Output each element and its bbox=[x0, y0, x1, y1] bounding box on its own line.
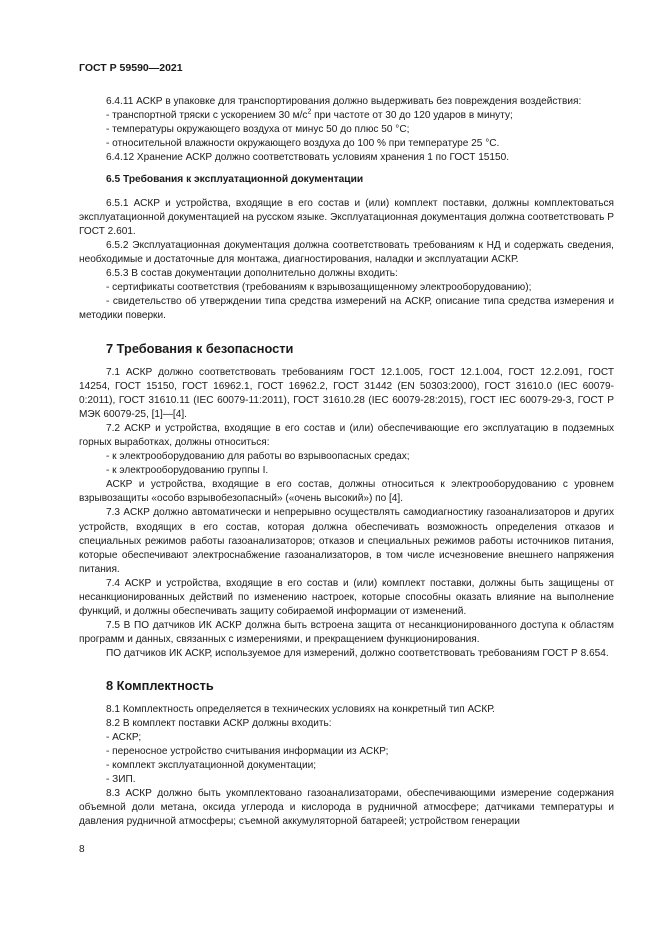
section-8-title: 8 Комплектность bbox=[106, 678, 214, 694]
clause-7-3: 7.3 АСКР должно автоматически и непрерывно осуществлять самодиагностику газоанализаторов и других устройств, входящих в его состав, которая должна обеспечивать возможность определения отказов и специальных режимов работы газоанализаторов; отказов и специальных режимов работы источников питания, которые обеспечивают электроснабжение газоанализаторов, в том числе исчезновение внешнего напряжения питания. bbox=[79, 507, 614, 575]
page-number: 8 bbox=[79, 844, 85, 855]
clause-6-4-12: 6.4.12 Хранение АСКР должно соответствовать условиям хранения 1 по ГОСТ 15150. bbox=[106, 152, 510, 164]
clause-7-1: 7.1 АСКР должно соответствовать требованиям ГОСТ 12.1.005, ГОСТ 12.1.004, ГОСТ 12.2.091, ГОСТ 14254, ГОСТ 15150, ГОСТ 16962.1, ГОСТ 16962.2, ГОСТ 31442 (EN 50303:2000), ГОСТ 31610.0 (IEC 60079-0:2011), ГОСТ 31610.11 (IEC 60079-11:2011), ГОСТ 31610.28 (IEC 60079-28:2015), ГОСТ IEC 60079-29-3, ГОСТ Р МЭК 60079-25, [1]—[4]. bbox=[79, 366, 614, 420]
standard-code-header: ГОСТ Р 59590—2021 bbox=[79, 62, 183, 74]
clause-8-1: 8.1 Комплектность определяется в технических условиях на конкретный тип АСКР. bbox=[106, 703, 495, 715]
clause-7-5: 7.5 В ПО датчиков ИК АСКР должна быть встроена защита от несанкционированного доступа к областям программ и данных, связанных с измерениями, и прекращением функционирования. bbox=[79, 620, 614, 646]
vibration-text: - транспортной тряски с ускорением 30 м/с bbox=[106, 110, 308, 122]
clause-6-4-11-item-humidity: - относительной влажности окружающего воздуха до 100 % при температуре 25 °С. bbox=[106, 138, 500, 150]
clause-6-5-3-item-certificates: - сертификаты соответствия (требованиям к взрывозащищенному электрооборудованию); bbox=[106, 282, 532, 294]
section-6-5-title: 6.5 Требования к эксплуатационной документации bbox=[106, 174, 364, 186]
document-body bbox=[79, 95, 614, 829]
superscript-2: 2 bbox=[307, 108, 312, 116]
clause-6-5-1: 6.5.1 АСКР и устройства, входящие в его состав и (или) комплект поставки, должны комплектоваться эксплуатационной документацией на русском языке. Эксплуатационная документация должна соответствовать Р ГОСТ 2.601. bbox=[79, 197, 614, 237]
vibration-text-end: при частоте от 30 до 120 ударов в минуту; bbox=[311, 110, 513, 122]
clause-6-5-3-item-type-approval: - свидетельство об утверждении типа средства измерений на АСКР, описание типа средства измерения и методики поверки. bbox=[79, 296, 614, 322]
clause-8-3: 8.3 АСКР должно быть укомплектовано газоанализаторами, обеспечивающими измерение содержания объемной доли метана, оксида углерода и кислорода в рудничной атмосфере; датчиками температуры и давления рудничной атмосферы; съемной аккумуляторной батареей; устройством генерации bbox=[79, 788, 614, 828]
clause-8-2-item-askr: - АСКР; bbox=[106, 731, 142, 743]
clause-7-2-item-group: - к электрооборудованию группы I. bbox=[106, 465, 269, 477]
clause-8-2-item-reader: - переносное устройство считывания информации из АСКР; bbox=[106, 745, 389, 757]
clause-6-4-11-item-vibration bbox=[79, 109, 614, 123]
section-7-title: 7 Требования к безопасности bbox=[106, 341, 294, 357]
clause-7-5-software: ПО датчиков ИК АСКР, используемое для измерений, должно соответствовать требованиям ГОСТ Р 8.654. bbox=[106, 648, 609, 660]
clause-6-5-2: 6.5.2 Эксплуатационная документация должна соответствовать требованиям к НД и содержать сведения, необходимые и достаточные для монтажа, диагностирования, наладки и эксплуатации АСКР. bbox=[79, 239, 614, 265]
clause-7-2-protection-level: АСКР и устройства, входящие в его состав, должны относиться к электрооборудованию с уровнем взрывозащиты «особо взрывобезопасный» («очень высокий») по [4]. bbox=[79, 479, 614, 505]
clause-8-2: 8.2 В комплект поставки АСКР должны входить: bbox=[106, 717, 332, 729]
clause-6-4-11-item-temperature: - температуры окружающего воздуха от минус 50 до плюс 50 °С; bbox=[106, 124, 410, 136]
clause-6-5-3: 6.5.3 В состав документации дополнительно должны входить: bbox=[106, 268, 398, 280]
clause-8-2-item-documentation: - комплект эксплуатационной документации; bbox=[106, 759, 317, 771]
clause-8-2-item-spares: - ЗИП. bbox=[106, 774, 136, 786]
clause-7-4: 7.4 АСКР и устройства, входящие в его состав и (или) комплект поставки, должны быть защищены от несанкционированных действий по изменению настроек, которые способны оказать влияние на выполнение функций, и должны обеспечивать защиту собираемой информации от изменений. bbox=[79, 577, 614, 618]
clause-6-4-11-intro: 6.4.11 АСКР в упаковке для транспортирования должно выдерживать без повреждения воздействия: bbox=[106, 96, 582, 107]
clause-7-2: 7.2 АСКР и устройства, входящие в его состав и (или) обеспечивающие его эксплуатацию в подземных горных выработках, должны относиться: bbox=[79, 422, 614, 448]
clause-7-2-item-explosive: - к электрооборудованию для работы во взрывоопасных средах; bbox=[106, 451, 410, 463]
